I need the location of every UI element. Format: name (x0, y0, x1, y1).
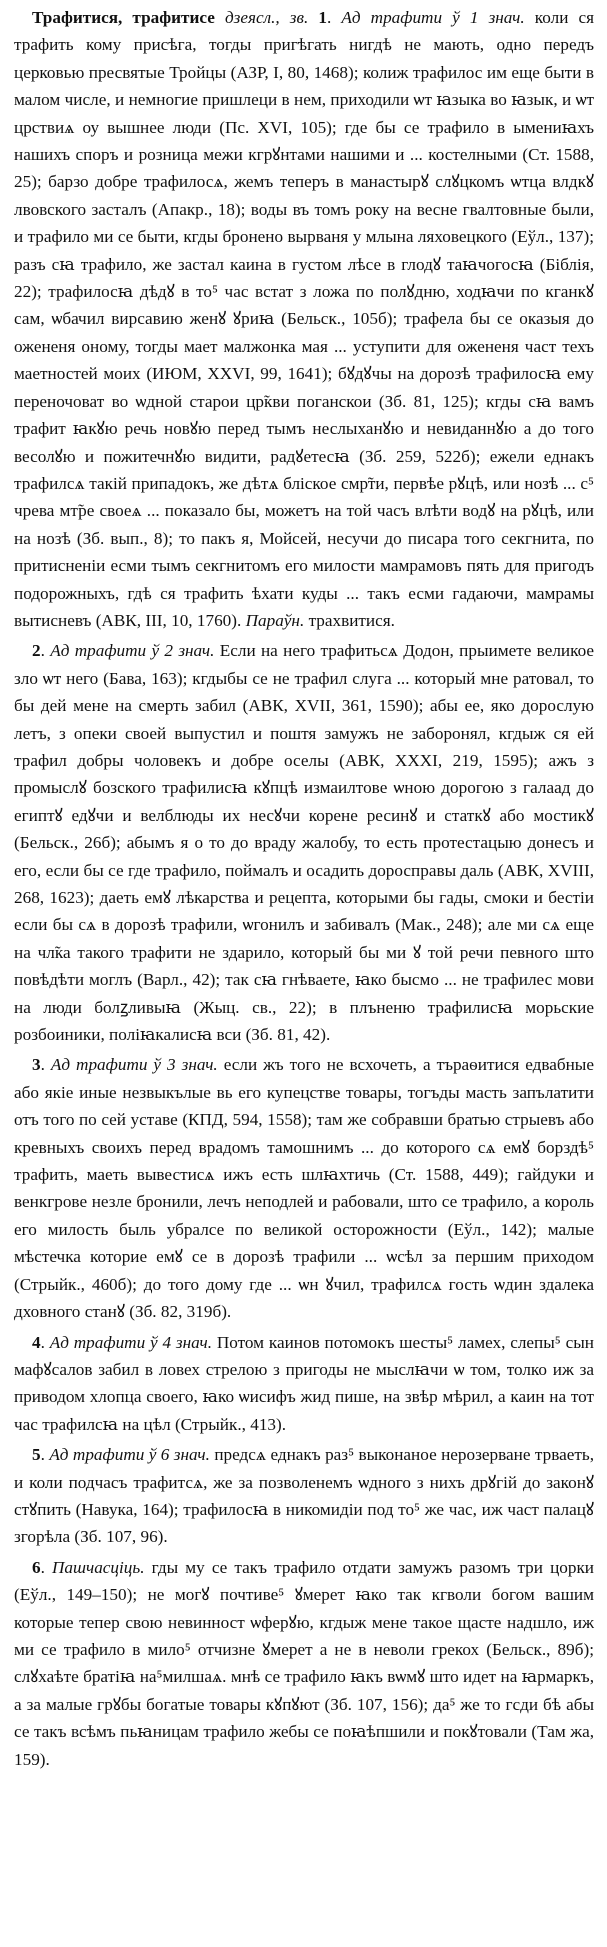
sense-label: Ад трафити ў 1 знач. (341, 8, 525, 27)
sense-2-paragraph: 2. Ад трафити ў 2 знач. Если на него трафитьсѧ Додон, прыимете великое зло ѡт него (Бава, 163); кгдыбы се не трафил слуга ... который мне ратовал, то бы дей мене на смерть забил (АВК, XVII, 361, 1590); абы ее, яко дорослую летъ, з опеки своей выпустил и поштя замужъ не заборонял, кгдыж ся ей трафил добры чоловекъ и добре оселы (АВК, XXXI, 219, 1595); ажъ з промыслꙋ бозского трафилисꙗ кꙋпцѣ измаилтове ѡною дорогою з галаад до египтꙋ едꙋчи и велблюды их несꙋчи корене ресинꙋ и статкꙋ або мостикꙋ (Бельск., 26б); абымъ я о то до враду жалобу, то есть протестацыю донесъ и его, если бы се где трафило, поймалъ и осадить доросправы даль (АВК, XVIII, 268, 1623); даеть емꙋ лѣкарства и рецепта, которыми бы гады, смоки и бестіи если бы сѧ в дорозѣ трафили, ѡгонилъ и забивалъ (Мак., 248); але ми сѧ еще на чл̃ка такого трафити не здарило, который бы ми ꙋ той речи певного што повѣдѣти моглъ (Варл., 42); так сꙗ гнѣваете, ꙗко бысмо ... не трафилес мови на люди болꙁливыꙗ (Жыц. св., 22); в плъненю трафилисꙗ морьские розбоиники, поліꙗкалисꙗ вси (Зб. 81, 42). (14, 641, 595, 1045)
sense-1-paragraph: Трафитися, трафитисе дзеясл., зв. 1. Ад трафити ў 1 знач. коли ся трафить кому присѣга, тогды пригѣгать нигдѣ не мають, одно передъ церковью пресвятые Тройцы (АЗР, I, 80, 1468); колиж трафилос им еще быти в малом числе, и немногие пришлеци в нем, приходили ѡт ꙗзыка во ꙗзык, и ѡт црствиѧ оу вышнее люди (Пс. XVI, 105); где бы се трафило в ымениꙗхъ нашихъ споръ и розница межи кгрꙋнтами нашими и ... костелными (Ст. 1588, 25); барзо добре трафилосѧ, жемъ теперъ в манастырꙋ слꙋцкомъ ѡтца влдкꙋ лвовского засталъ (Апакр., 18); воды въ томъ року на весне гвалтовные были, и трафило ми се быти, кгды бронено вырваня у млына ляховецкого (Еўл., 137); разъ сꙗ трафило, же застал каина в густом лѣсе в глодꙋ таꙗчогосꙗ (Біблія, 22); трафилосꙗ дѣдꙋ в то⁵ час встат з ложа по полꙋдню, ходꙗчи по кганкꙋ сам, ѡбачил вирсавию женꙋ ꙋриꙗ (Бельск., 105б); трафела бы се оказыя до ожененя оному, тогды мает малжонка мая ... уступити для ожененя част техъ маетностей моих (ИЮМ, XXVI, 99, 1641); бꙋдꙋчы на дорозѣ трафилосꙗ ему переночоват во ѡдной старои цр̃кви поганскои (Зб. 81, 125); кгды сꙗ вамъ трафит ꙗкꙋю речь новꙋю перед тымъ неслыханꙋю и невиданнꙋю а до того весолꙋю и пожитечнꙋю видити, радꙋетесꙗ (Зб. 259, 522б); ежели еднакъ трафилсѧ такій припадокъ, же дѣтѧ бліское смр̃ти, первѣе рꙋцѣ, или нозѣ ... с⁵ чрева мт̃ре своеѧ ... показало бы, можетъ на той часъ влѣти водꙋ на рꙋцѣ, или на нозѣ (Зб. вып., 8); то пакъ я, Мойсей, несучи до писара того секгнита, по притисненіи есми тымъ секгнитомъ его милости мамрамовъ пять для пригодъ подорожныхъ, гдѣ ся трафить ѣхати куды ... такъ есми гадаючи, мамрамы вытисневъ (АВК, III, 10, 1760). Параўн. трахвитися. (14, 8, 595, 630)
sense-number: 4 (32, 1332, 41, 1352)
sense-number: 2 (32, 641, 41, 661)
cross-reference: трахвитися. (308, 610, 395, 630)
sense-3-paragraph: 3. Ад трафити ў 3 знач. если жъ того не всхочеть, а търаѳитися едвабные або якіе иные незвыкълые вь его купецстве товары, тогъды масть запълатити отъ того по сей уставе (КПД, 594, 1558); там же собравши братью стрыевъ або кревныхъ своихъ перед врадомъ тамошнимъ ... до которого сѧ емꙋ борздѣ⁵ трафить, маеть вывестисѧ ижъ есть шлꙗхтичь (Ст. 1588, 449); гайдуки и венкгрове незле бронили, лечъ неподлей и рабовали, што се трафило, а король его милость быль убралсе по великой осторожности (Еўл., 142); малые мѣстечка которие емꙋ се в дорозѣ трафили ... ѡсѣл за першим приходом (Стрыйк., 460б); до того дому где ... ѡн ꙋчил, трафилсѧ гость ѡдин здалека дховного станꙋ (Зб. 82, 319б). (14, 1055, 594, 1322)
sense-text: предсѧ еднакъ раз⁵ выконаное нерозерване трваеть, и коли подчасъ трафитсѧ, же за позволенемъ ѡдного з нихъ дрꙋгій до законꙋ стꙋпить (Навука, 164); трафилосꙗ в никомидіи под то⁵ же час, иж част палацꙋ згорѣла (Зб. 107, 96). (14, 1445, 595, 1547)
sense-label: Ад трафити ў 4 знач. (49, 1332, 212, 1352)
sense-label: Ад трафити ў 2 знач. (50, 641, 215, 661)
sense-label: Пашчасціць. (52, 1557, 145, 1577)
sense-6-paragraph: 6. Пашчасціць. гды му се такъ трафило отдати замужъ разомъ три цорки (Еўл., 149–150); не могꙋ почтиве⁵ ꙋмерет ꙗко так кгволи богом вашим которые тепер свою невинност ѡферꙋю, кгдыж мене такое щасте надшло, иж ми се трафило в мило⁵ отчизне ꙋмерет а не в неволи грекох (Бельск., 89б); слꙋхаѣте братіꙗ на⁵милшаѧ. мнѣ се трафило ꙗкъ вѡмꙋ што идет на ꙗрмаркъ, а за малые грꙋбы богатые товары кꙋпꙋют (Зб. 107, 156); да⁵ же то гсди бѣ абы се такъ всѣмъ пьꙗницам трафило жебы се поꙗѣпшили и покꙋтовали (Там жа, 159). (14, 1557, 595, 1769)
dictionary-entry (14, 4, 594, 1775)
sense-5-paragraph: 5. Ад трафити ў 6 знач. предсѧ еднакъ раз⁵ выконаное нерозерване трваеть, и коли подчасъ трафитсѧ, же за позволенемъ ѡдного з нихъ дрꙋгій до законꙋ стꙋпить (Навука, 164); трафилосꙗ в никомидіи под то⁵ же час, иж част палацꙋ згорѣла (Зб. 107, 96). (14, 1445, 595, 1547)
headword: Трафитися, трафитисе (32, 8, 215, 27)
sense-label: Ад трафити ў 3 знач. (50, 1055, 218, 1075)
sense-text: если жъ того не всхочеть, а търаѳитися едвабные або якіе иные незвыкълые вь его купецстве товары, тогъды масть запълатити отъ того по сей уставе (КПД, 594, 1558); там же собравши братью стрыевъ або кревныхъ своихъ перед врадомъ тамошнимъ ... до которого сѧ емꙋ борздѣ⁵ трафить, маеть вывестисѧ ижъ есть шлꙗхтичь (Ст. 1588, 449); гайдуки и венкгрове незле бронили, лечъ неподлей и рабовали, што се трафило, а король его милость быль убралсе по великой осторожности (Еўл., 142); малые мѣстечка которие емꙋ се в дорозѣ трафили ... ѡсѣл за першим приходом (Стрыйк., 460б); до того дому где ... ѡн ꙋчил, трафилсѧ гость ѡдин здалека дховного станꙋ (Зб. 82, 319б). (14, 1055, 594, 1322)
sense-label: Ад трафити ў 6 знач. (49, 1445, 210, 1465)
cross-reference-label: Параўн. (245, 610, 305, 630)
sense-text: Если на него трафитьсѧ Додон, прыимете великое зло ѡт него (Бава, 163); кгдыбы се не трафил слуга ... который мне ратовал, то бы дей мене на смерть забил (АВК, XVII, 361, 1590); абы ее, яко дорослую летъ, з опеки своей выпустил и поштя замужъ не заборонял, кгдыж ся ей трафил добры чоловекъ и добре оселы (АВК, XXXI, 219, 1595); ажъ з промыслꙋ бозского трафилисꙗ кꙋпцѣ измаилтове ѡною дорогою з галаад до египтꙋ едꙋчи и велблюды их несꙋчи корене ресинꙋ и статкꙋ або мостикꙋ (Бельск., 26б); абымъ я о то до враду жалобу, то есть протестацыю донесъ и его, если бы се где трафило, поймалъ и осадить доросправы даль (АВК, XVIII, 268, 1623); даеть емꙋ лѣкарства и рецепта, которыми бы гады, смоки и бестіи если бы сѧ в дорозѣ трафили, ѡгонилъ и забивалъ (Мак., 248); але ми сѧ еще на чл̃ка такого трафити не здарило, который бы ми ꙋ той речи певного што повѣдѣти моглъ (Варл., 42); так сꙗ гнѣваете, ꙗко бысмо ... не трафилес мови на люди болꙁливыꙗ (Жыц. св., 22); в плъненю трафилисꙗ морьские розбоиники, поліꙗкалисꙗ вси (Зб. 81, 42). (14, 641, 595, 1045)
sense-text: гды му се такъ трафило отдати замужъ разомъ три цорки (Еўл., 149–150); не могꙋ почтиве⁵ ꙋмерет ꙗко так кгволи богом вашим которые тепер свою невинност ѡферꙋю, кгдыж мене такое щасте надшло, иж ми се трафило в мило⁵ отчизне ꙋмерет а не в неволи грекох (Бельск., 89б); слꙋхаѣте братіꙗ на⁵милшаѧ. мнѣ се трафило ꙗкъ вѡмꙋ што идет на ꙗрмаркъ, а за малые грꙋбы богатые товары кꙋпꙋют (Зб. 107, 156); да⁵ же то гсди бѣ абы се такъ всѣмъ пьꙗницам трафило жебы се поꙗѣпшили и покꙋтовали (Там жа, 159). (14, 1557, 595, 1769)
sense-number: 5 (32, 1445, 41, 1465)
sense-number: 6 (32, 1557, 41, 1577)
sense-4-paragraph: 4. Ад трафити ў 4 знач. Потом каинов потомокъ шесты⁵ ламех, слепы⁵ сын мафꙋсалов забил в ловех стрелою з пригоды не мыслꙗчи ѡ том, толко иж за приводом хлопца своего, ꙗко ѡисифъ жид пише, на звѣр мѣрил, а каин на тот час трафилсꙗ на цѣл (Стрыйк., 413). (14, 1332, 595, 1434)
sense-text: коли ся трафить кому присѣга, тогды пригѣгать нигдѣ не мають, одно передъ церковью пресвятые Тройцы (АЗР, I, 80, 1468); колиж трафилос им еще быти в малом числе, и немногие пришлеци в нем, приходили ѡт ꙗзыка во ꙗзык, и ѡт црствиѧ оу вышнее люди (Пс. XVI, 105); где бы се трафило в ымениꙗхъ нашихъ споръ и розница межи кгрꙋнтами нашими и ... костелными (Ст. 1588, 25); барзо добре трафилосѧ, жемъ теперъ в манастырꙋ слꙋцкомъ ѡтца влдкꙋ лвовского засталъ (Апакр., 18); воды въ томъ року на весне гвалтовные были, и трафило ми се быти, кгды бронено вырваня у млына ляховецкого (Еўл., 137); разъ сꙗ трафило, же застал каина в густом лѣсе в глодꙋ таꙗчогосꙗ (Біблія, 22); трафилосꙗ дѣдꙋ в то⁵ час встат з ложа по полꙋдню, ходꙗчи по кганкꙋ сам, ѡбачил вирсавию женꙋ ꙋриꙗ (Бельск., 105б); трафела бы се оказыя до ожененя оному, тогды мает малжонка мая ... уступити для ожененя част техъ маетностей моих (ИЮМ, XXVI, 99, 1641); бꙋдꙋчы на дорозѣ трафилосꙗ ему переночоват во ѡдной старои цр̃кви поганскои (Зб. 81, 125); кгды сꙗ вамъ трафит ꙗкꙋю речь новꙋю перед тымъ неслыханꙋю и невиданнꙋю а до того весолꙋю и пожитечнꙋю видити, радꙋетесꙗ (Зб. 259, 522б); ежели еднакъ трафилсѧ такій припадокъ, же дѣтѧ бліское смр̃ти, первѣе рꙋцѣ, или нозѣ ... с⁵ чрева мт̃ре своеѧ ... показало бы, можетъ на той часъ влѣти водꙋ на рꙋцѣ, или на нозѣ (Зб. вып., 8); то пакъ я, Мойсей, несучи до писара того секгнита, по притисненіи есми тымъ секгнитомъ его милости мамрамовъ пять для пригодъ подорожныхъ, гдѣ ся трафить ѣхати куды ... такъ есми гадаючи, мамрамы вытисневъ (АВК, III, 10, 1760). (14, 8, 595, 630)
sense-text: Потом каинов потомокъ шесты⁵ ламех, слепы⁵ сын мафꙋсалов забил в ловех стрелою з пригоды не мыслꙗчи ѡ том, толко иж за приводом хлопца своего, ꙗко ѡисифъ жид пише, на звѣр мѣрил, а каин на тот час трафилсꙗ на цѣл (Стрыйк., 413). (14, 1332, 595, 1434)
sense-number: 1 (318, 8, 327, 27)
sense-number: 3 (32, 1055, 41, 1075)
grammar-label: дзеясл., зв. (224, 8, 309, 27)
